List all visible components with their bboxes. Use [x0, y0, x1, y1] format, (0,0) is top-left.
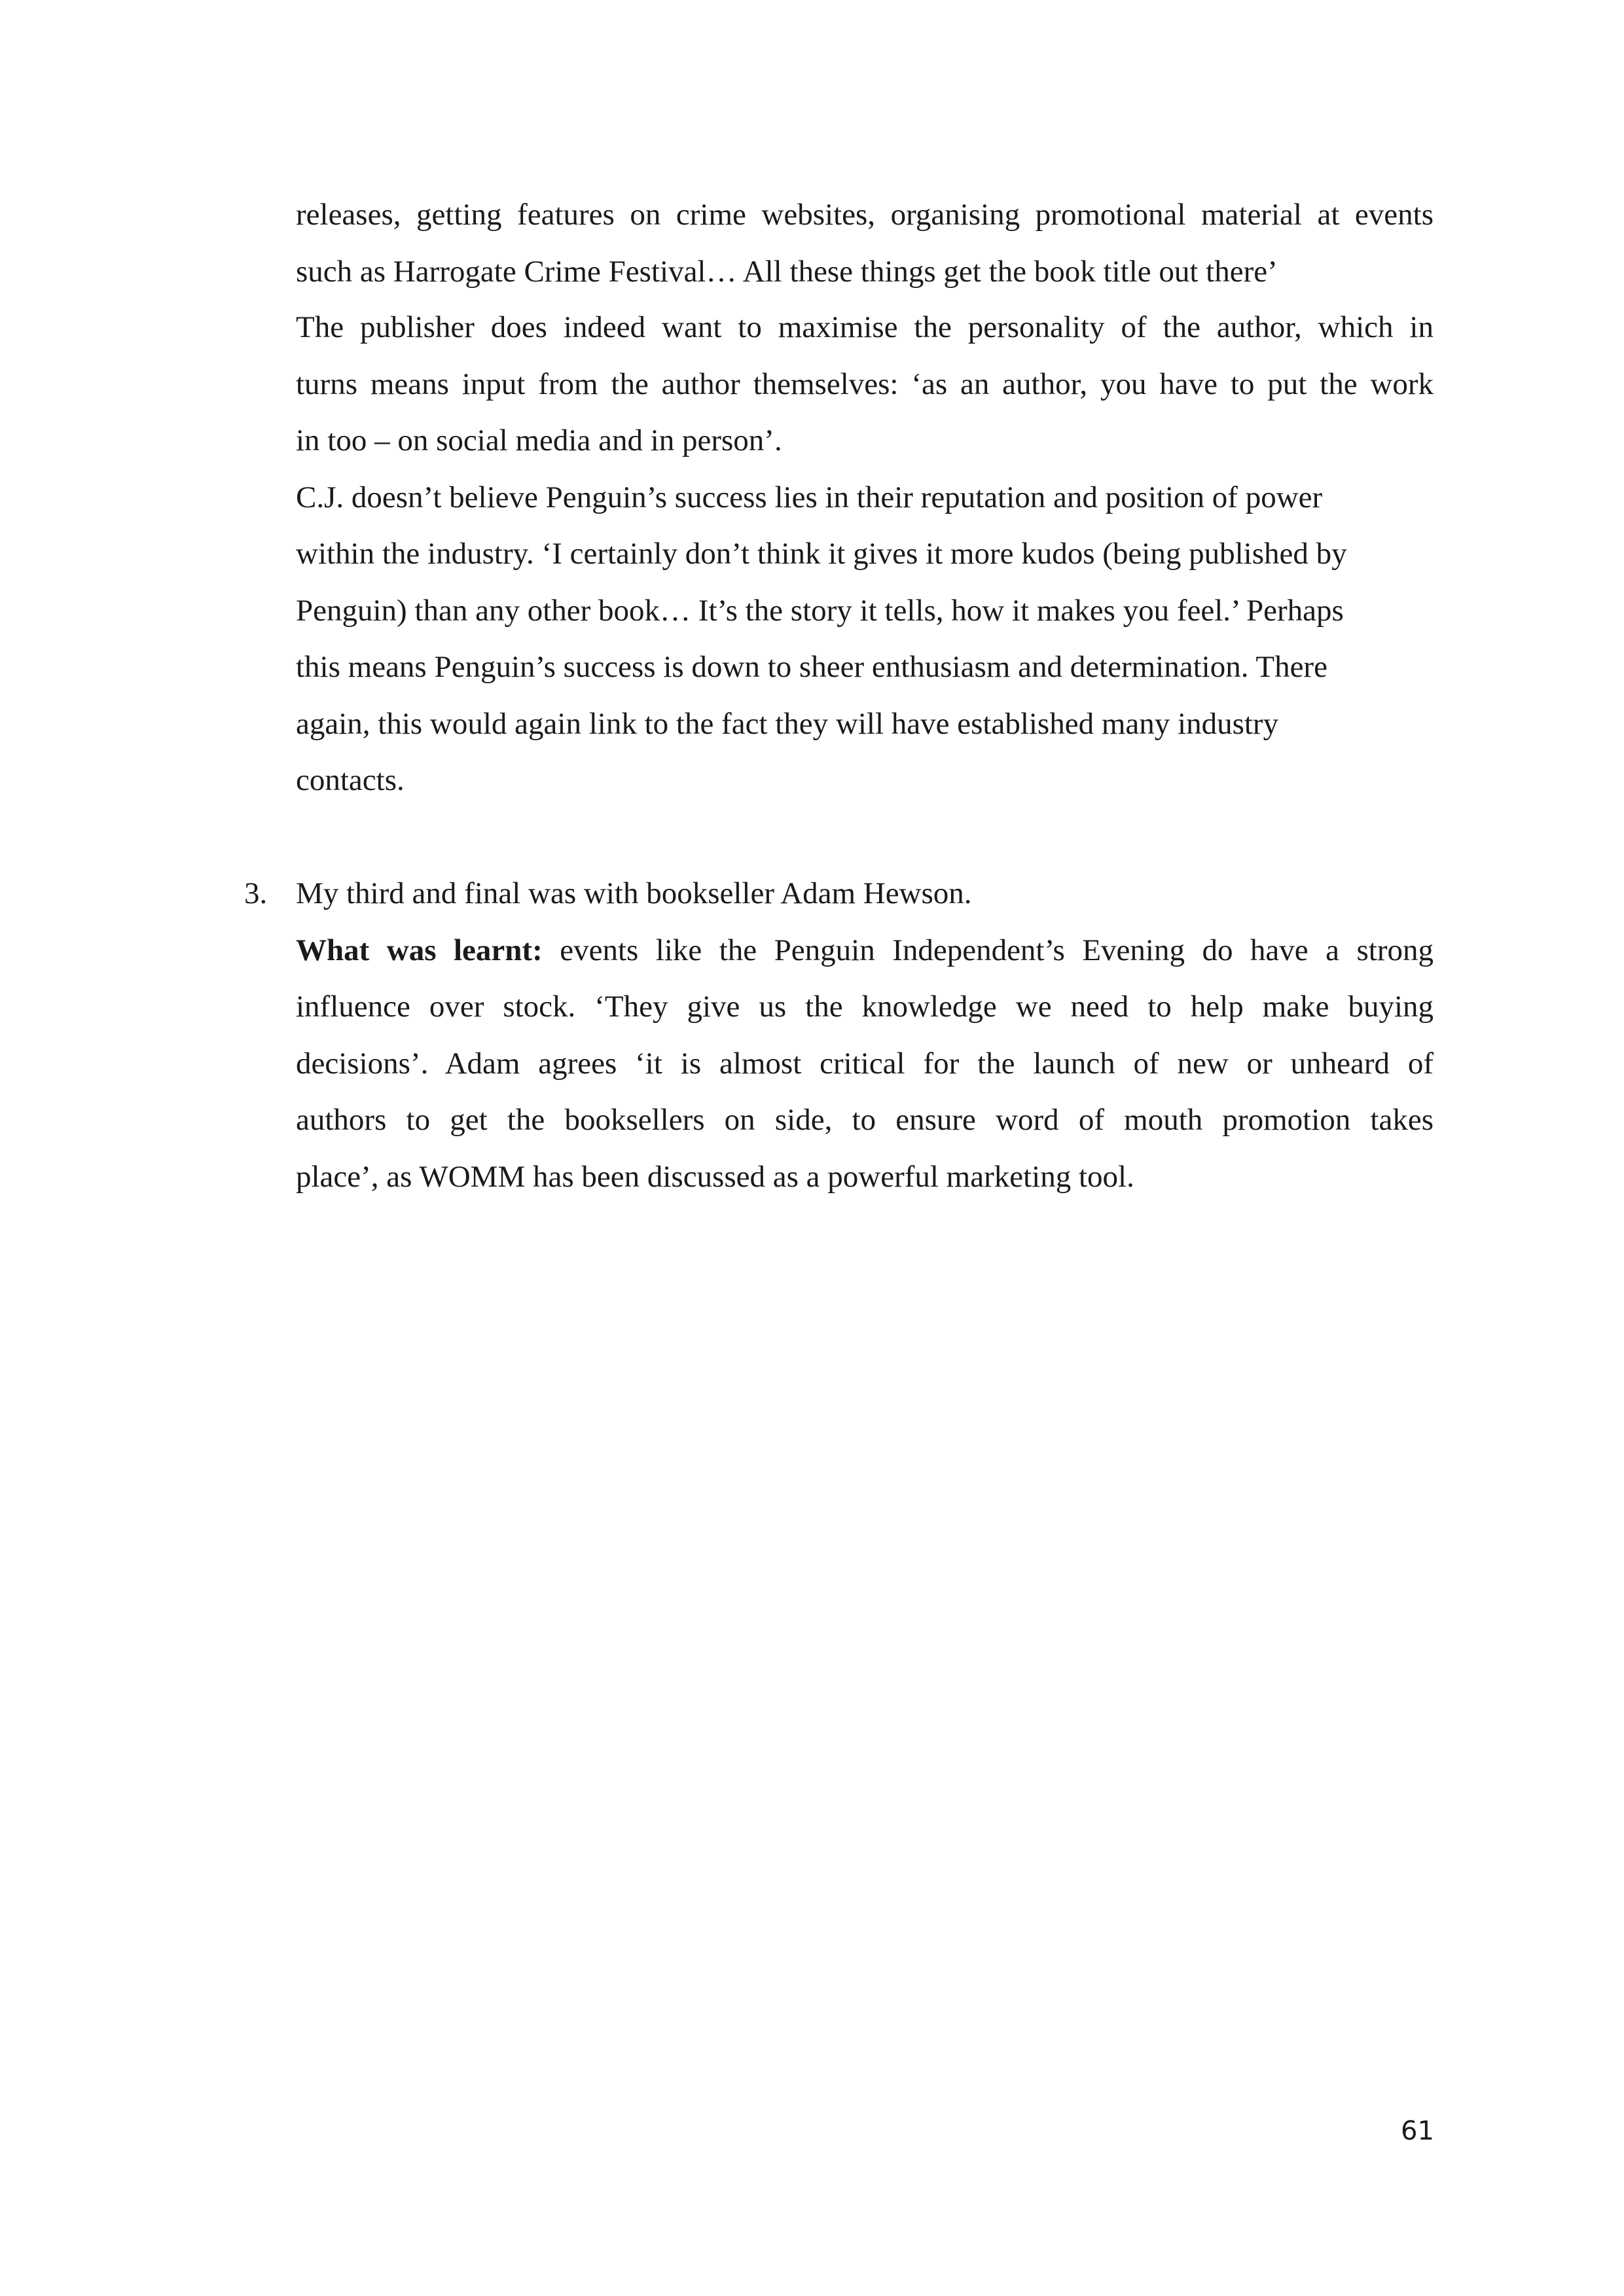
paragraph-1-line-2: such as Harrogate Crime Festival… All these things get the book title out there’: [296, 255, 1278, 289]
paragraph-1-line-1: releases, getting features on crime websites, organising promotional material at events: [296, 198, 1434, 232]
paragraph-3-line-5: again, this would again link to the fact they will have established many industry: [296, 707, 1279, 741]
learnt-line-4: authors to get the booksellers on side, to ensure word of mouth promotion takes: [296, 1103, 1434, 1137]
learnt-line-5: place’, as WOMM has been discussed as a powerful marketing tool.: [296, 1160, 1134, 1194]
learnt-line-1: [296, 931, 1434, 970]
paragraph-2-line-2: turns means input from the author themselves: ‘as an author, you have to put the work: [296, 367, 1434, 401]
paragraph-2-line-3: in too – on social media and in person’.: [296, 423, 782, 457]
list-item-number: 3.: [244, 876, 268, 910]
paragraph-3-line-1: C.J. doesn’t believe Penguin’s success lies in their reputation and position of power: [296, 480, 1323, 514]
page-number: 61: [1401, 2116, 1434, 2146]
paragraph-3-line-6: contacts.: [296, 763, 405, 797]
learnt-line-1-text: events like the Penguin Independent’s Evening do have a strong: [542, 933, 1434, 967]
paragraph-2-line-1: The publisher does indeed want to maximise the personality of the author, which in: [296, 310, 1434, 344]
learnt-label: What was learnt:: [296, 933, 543, 967]
learnt-line-3: decisions’. Adam agrees ‘it is almost critical for the launch of new or unheard of: [296, 1047, 1434, 1081]
paragraph-3-line-3: Penguin) than any other book… It’s the story it tells, how it makes you feel.’ Perhaps: [296, 594, 1344, 628]
list-item-heading: My third and final was with bookseller Adam Hewson.: [296, 876, 972, 910]
paragraph-3-line-2: within the industry. ‘I certainly don’t think it gives it more kudos (being published by: [296, 537, 1347, 571]
paragraph-3-line-4: this means Penguin’s success is down to sheer enthusiasm and determination. There: [296, 650, 1327, 684]
learnt-line-2: influence over stock. ‘They give us the knowledge we need to help make buying: [296, 990, 1434, 1024]
